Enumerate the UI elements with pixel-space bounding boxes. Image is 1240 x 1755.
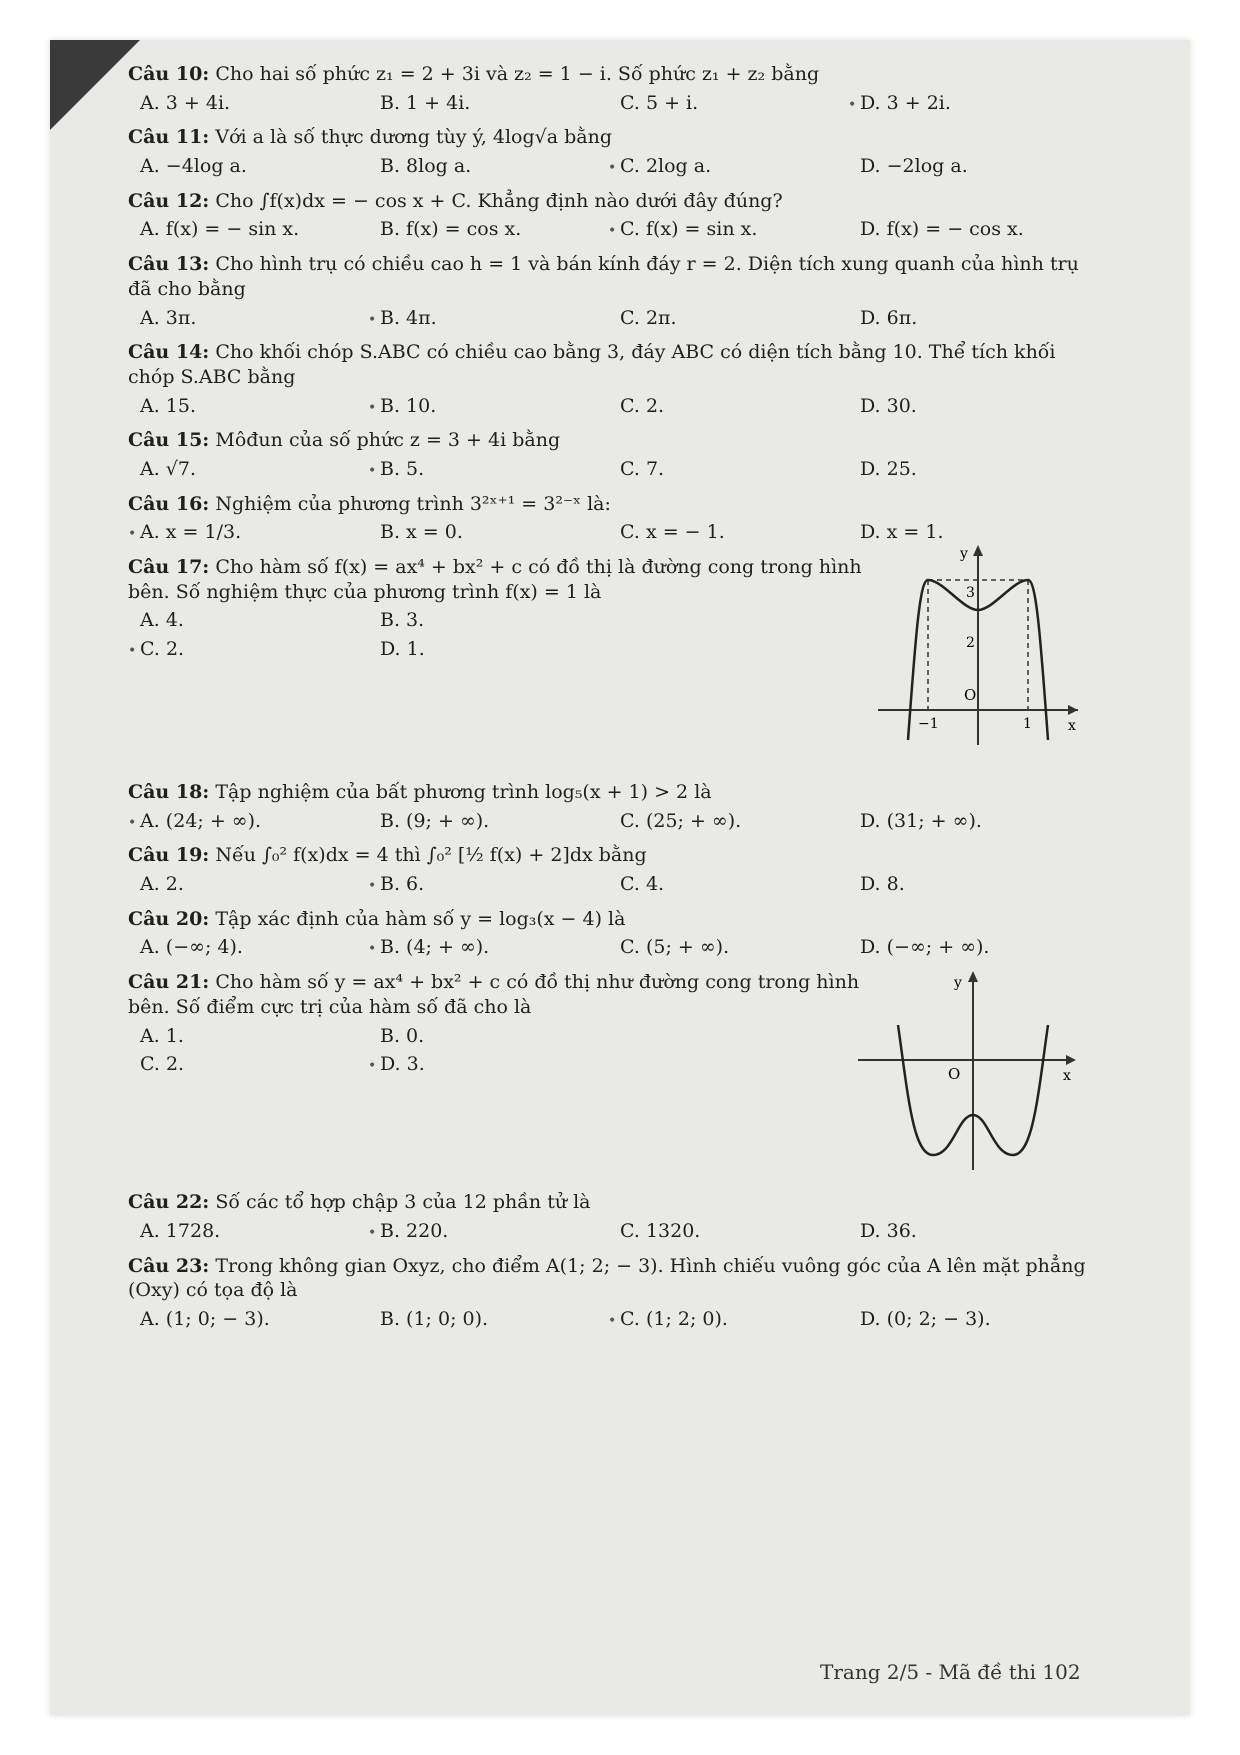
page-corner-shadow (50, 40, 140, 130)
option-c[interactable] (608, 1219, 848, 1244)
option-label: D. 3 + 2i. (860, 91, 951, 114)
answer-options (128, 872, 1098, 897)
answer-options (128, 217, 1098, 242)
x-axis-arrow-icon (1066, 1055, 1076, 1065)
question-block-18-20 (128, 780, 1098, 960)
option-label: B. 5. (380, 457, 425, 480)
answer-mark-icon: • (128, 526, 137, 543)
question-block-22-23 (128, 1190, 1098, 1331)
option-d[interactable] (848, 394, 1088, 419)
question-number: Câu 12: (128, 189, 210, 212)
question-text: Tập xác định của hàm số y = log₃(x − 4) là (215, 907, 626, 930)
option-b[interactable] (368, 91, 608, 116)
option-label: B. 220. (380, 1219, 449, 1242)
question-stem (128, 428, 1098, 453)
option-c[interactable] (608, 306, 848, 331)
option-c[interactable] (608, 1307, 848, 1332)
question-number: Câu 22: (128, 1191, 210, 1214)
option-b[interactable] (368, 1307, 608, 1332)
question-text: Cho ∫f(x)dx = − cos x + C. Khẳng định nào dưới đây đúng? (215, 189, 783, 212)
tick-y2: 2 (966, 635, 975, 651)
option-c[interactable] (608, 809, 848, 834)
answer-mark-icon: • (848, 96, 857, 113)
option-d[interactable] (848, 154, 1088, 179)
option-label: B. f(x) = cos x. (380, 218, 522, 241)
answer-options (128, 91, 1098, 116)
option-d[interactable] (848, 457, 1088, 482)
option-b[interactable] (368, 217, 608, 242)
question-number: Câu 10: (128, 63, 210, 85)
option-a[interactable] (128, 1307, 368, 1332)
x-label: x (1063, 1068, 1071, 1085)
option-label: D. (31; + ∞). (860, 809, 982, 832)
option-d[interactable] (848, 935, 1088, 960)
option-label: B. 0. (380, 1024, 425, 1047)
option-d[interactable] (848, 1307, 1088, 1332)
option-a[interactable] (128, 154, 368, 179)
question-18 (128, 780, 1098, 833)
option-label: A. 3 + 4i. (140, 91, 231, 114)
option-c[interactable] (608, 520, 848, 545)
option-label: B. (1; 0; 0). (380, 1307, 489, 1330)
question-stem (128, 1254, 1098, 1303)
option-label: B. (9; + ∞). (380, 809, 490, 832)
option-b[interactable] (368, 935, 608, 960)
option-label: B. 3. (380, 609, 425, 632)
answer-options (128, 935, 1098, 960)
question-number: Câu 17: (128, 556, 210, 578)
option-d[interactable] (848, 1219, 1088, 1244)
option-label: D. 30. (860, 394, 917, 417)
option-b[interactable] (368, 457, 608, 482)
origin-label: O (948, 1065, 961, 1084)
option-label: A. x = 1/3. (140, 521, 242, 544)
question-21 (128, 970, 1098, 1180)
answer-mark-icon: • (128, 643, 137, 660)
question-text: Nghiệm của phương trình 3²ˣ⁺¹ = 3²⁻ˣ là: (215, 492, 611, 515)
option-label: A. 15. (140, 394, 197, 417)
question-11 (128, 125, 1098, 178)
option-label: B. 6. (380, 873, 425, 896)
option-label: C. (5; + ∞). (620, 936, 730, 959)
answer-options (128, 306, 1098, 331)
page-footer: Trang 2/5 - Mã đề thi 102 (820, 1660, 1081, 1684)
option-d[interactable] (848, 872, 1088, 897)
question-number: Câu 18: (128, 781, 210, 803)
x-axis-arrow-icon (1068, 705, 1078, 715)
option-label: A. 1. (140, 1024, 184, 1047)
question-text: Cho hàm số y = ax⁴ + bx² + c có đồ thị như đường cong trong hình bên. Số điểm cực trị của hàm số đã cho là (128, 971, 860, 1018)
question-23 (128, 1254, 1098, 1332)
option-b[interactable] (368, 1024, 608, 1049)
option-label: C. 5 + i. (620, 91, 699, 114)
question-16 (128, 492, 1098, 545)
question-number: Câu 20: (128, 907, 210, 930)
option-a[interactable] (128, 1024, 368, 1049)
option-label: A. f(x) = − sin x. (140, 218, 300, 241)
tick-x1: 1 (1023, 716, 1032, 732)
question-stem (128, 340, 1098, 389)
option-c[interactable] (128, 637, 368, 662)
option-c[interactable] (128, 1052, 368, 1077)
answer-mark-icon: • (368, 399, 377, 416)
question-text: Môđun của số phức z = 3 + 4i bằng (215, 429, 561, 452)
option-b[interactable] (368, 608, 608, 633)
question-stem (128, 1190, 1098, 1215)
answer-options (128, 394, 1098, 419)
option-label: D. f(x) = − cos x. (860, 218, 1024, 241)
option-label: C. 2. (620, 394, 665, 417)
question-17 (128, 546, 1098, 770)
question-14 (128, 340, 1098, 418)
option-label: A. 2. (140, 873, 184, 896)
x-label: x (1068, 718, 1076, 734)
question-number: Câu 16: (128, 492, 210, 515)
option-label: C. x = − 1. (620, 521, 725, 544)
question-stem (128, 62, 1098, 87)
question-text: Cho hai số phức z₁ = 2 + 3i và z₂ = 1 − i. Số phức z₁ + z₂ bằng (215, 63, 820, 85)
option-label: A. 3π. (140, 306, 197, 329)
question-stem (128, 780, 1098, 805)
option-label: A. (24; + ∞). (140, 809, 262, 832)
option-label: D. 8. (860, 873, 905, 896)
option-b[interactable] (368, 520, 608, 545)
q21-graph (848, 965, 1088, 1175)
option-label: C. 7. (620, 457, 665, 480)
option-label: D. 25. (860, 457, 917, 480)
option-label: C. (1; 2; 0). (620, 1307, 728, 1330)
answer-options (128, 457, 1098, 482)
question-block-10-16 (128, 62, 1098, 545)
answer-options (128, 1307, 1098, 1332)
exam-content (128, 62, 1098, 1342)
y-axis-arrow-icon (973, 545, 983, 556)
answer-mark-icon: • (368, 462, 377, 479)
option-label: C. 2π. (620, 306, 677, 329)
option-d[interactable] (848, 809, 1088, 834)
option-label: A. −4log a. (140, 155, 247, 178)
option-a[interactable] (128, 394, 368, 419)
option-c[interactable] (608, 217, 848, 242)
question-text: Trong không gian Oxyz, cho điểm A(1; 2; − 3). Hình chiếu vuông góc của A lên mặt phẳng (Oxy) có tọa độ là (128, 1254, 1086, 1302)
answer-mark-icon: • (608, 223, 617, 240)
question-text: Nếu ∫₀² f(x)dx = 4 thì ∫₀² [½ f(x) + 2]dx bằng (215, 844, 647, 867)
option-label: C. (25; + ∞). (620, 809, 742, 832)
option-label: D. 36. (860, 1219, 917, 1242)
option-c[interactable] (608, 457, 848, 482)
question-10 (128, 62, 1098, 115)
option-label: B. 1 + 4i. (380, 91, 471, 114)
question-number: Câu 11: (128, 126, 210, 149)
option-label: B. 4π. (380, 306, 437, 329)
option-label: C. 1320. (620, 1219, 701, 1242)
question-12 (128, 189, 1098, 242)
question-text: Số các tổ hợp chập 3 của 12 phần tử là (215, 1191, 591, 1214)
option-label: C. 2. (140, 1053, 185, 1076)
question-stem (128, 189, 1098, 214)
option-a[interactable] (128, 1219, 368, 1244)
option-label: A. 1728. (140, 1219, 221, 1242)
tick-xm1: −1 (918, 716, 939, 732)
option-a[interactable] (128, 457, 368, 482)
question-text: Cho khối chóp S.ABC có chiều cao bằng 3, đáy ABC có diện tích bằng 10. Thể tích khối chóp S.ABC bằng (128, 341, 1056, 388)
option-label: C. f(x) = sin x. (620, 218, 758, 241)
option-d[interactable] (848, 91, 1088, 116)
option-label: D. 1. (380, 638, 425, 661)
option-label: D. x = 1. (860, 521, 944, 544)
option-c[interactable] (608, 394, 848, 419)
question-22 (128, 1190, 1098, 1243)
question-stem (128, 492, 1098, 517)
answer-mark-icon: • (608, 160, 617, 177)
option-a[interactable] (128, 608, 368, 633)
option-b[interactable] (368, 872, 608, 897)
answer-mark-icon: • (368, 1058, 377, 1075)
answer-mark-icon: • (368, 878, 377, 895)
option-label: A. 4. (140, 609, 184, 632)
option-label: D. (−∞; + ∞). (860, 936, 990, 959)
option-label: B. (4; + ∞). (380, 936, 490, 959)
question-text: Cho hàm số f(x) = ax⁴ + bx² + c có đồ thị là đường cong trong hình bên. Số nghiệm thực của phương trình f(x) = 1 là (128, 556, 862, 603)
tick-y3: 3 (966, 585, 975, 601)
option-b[interactable] (368, 154, 608, 179)
answer-mark-icon: • (368, 1224, 377, 1241)
option-c[interactable] (608, 935, 848, 960)
question-number: Câu 19: (128, 844, 210, 867)
option-a[interactable] (128, 217, 368, 242)
question-number: Câu 14: (128, 341, 210, 364)
question-stem (128, 843, 1098, 868)
option-a[interactable] (128, 91, 368, 116)
option-d[interactable] (848, 306, 1088, 331)
question-number: Câu 23: (128, 1254, 210, 1277)
option-label: C. 4. (620, 873, 665, 896)
option-label: D. −2log a. (860, 155, 968, 178)
question-stem (128, 970, 868, 1019)
option-a[interactable] (128, 809, 368, 834)
y-label: y (960, 546, 968, 562)
option-label: D. (0; 2; − 3). (860, 1307, 991, 1330)
answer-options (128, 154, 1098, 179)
option-c[interactable] (608, 154, 848, 179)
option-label: A. (1; 0; − 3). (140, 1307, 270, 1330)
option-label: B. x = 0. (380, 521, 463, 544)
question-number: Câu 15: (128, 429, 210, 452)
option-label: A. √7. (140, 457, 197, 480)
question-stem (128, 125, 1098, 150)
question-15 (128, 428, 1098, 481)
option-d[interactable] (848, 217, 1088, 242)
question-number: Câu 13: (128, 253, 210, 276)
question-stem (128, 252, 1098, 301)
option-a[interactable] (128, 520, 368, 545)
option-c[interactable] (608, 91, 848, 116)
question-stem (128, 555, 868, 604)
y-axis-arrow-icon (968, 971, 978, 982)
option-label: D. 6π. (860, 306, 918, 329)
answer-mark-icon: • (128, 814, 137, 831)
option-label: B. 8log a. (380, 155, 472, 178)
option-d[interactable] (368, 1052, 608, 1077)
option-c[interactable] (608, 872, 848, 897)
question-13 (128, 252, 1098, 330)
option-b[interactable] (368, 306, 608, 331)
answer-mark-icon: • (368, 311, 377, 328)
answer-options (128, 809, 1098, 834)
option-label: C. 2log a. (620, 155, 712, 178)
option-d[interactable] (368, 637, 608, 662)
option-a[interactable] (128, 872, 368, 897)
option-label: B. 10. (380, 394, 437, 417)
option-a[interactable] (128, 306, 368, 331)
question-text: Tập nghiệm của bất phương trình log₅(x + 1) > 2 là (215, 781, 712, 803)
option-label: C. 2. (140, 638, 185, 661)
question-19 (128, 843, 1098, 896)
option-a[interactable] (128, 935, 368, 960)
option-b[interactable] (368, 394, 608, 419)
question-20 (128, 907, 1098, 960)
option-b[interactable] (368, 809, 608, 834)
question-number: Câu 21: (128, 971, 210, 994)
origin-label: O (964, 686, 977, 704)
question-text: Cho hình trụ có chiều cao h = 1 và bán kính đáy r = 2. Diện tích xung quanh của hình trụ đã cho bằng (128, 253, 1079, 300)
option-label: D. 3. (380, 1053, 425, 1076)
q17-graph (868, 540, 1088, 755)
option-b[interactable] (368, 1219, 608, 1244)
option-label: A. (−∞; 4). (140, 936, 243, 959)
answer-mark-icon: • (368, 941, 377, 958)
answer-mark-icon: • (608, 1312, 617, 1329)
question-text: Với a là số thực dương tùy ý, 4log√a bằng (215, 126, 613, 149)
question-stem (128, 907, 1098, 932)
answer-options (128, 1219, 1098, 1244)
y-label: y (954, 975, 962, 992)
